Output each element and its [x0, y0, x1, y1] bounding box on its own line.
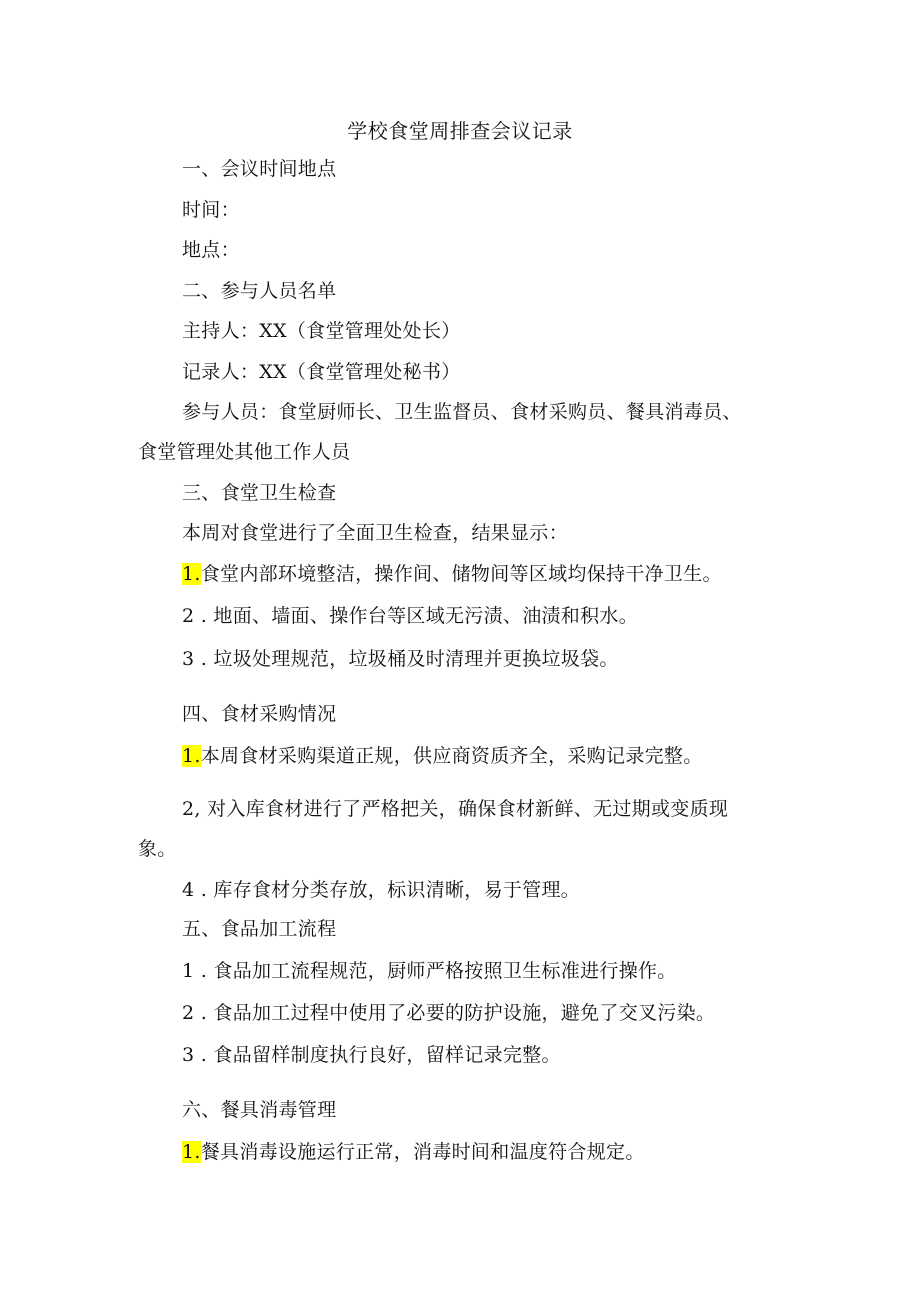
hygiene-item-1	[182, 562, 722, 586]
host-line: 主持人：XX（食堂管理处处长）	[182, 320, 461, 342]
hygiene-item-1-text: 食堂内部环境整洁，操作间、储物间等区域均保持干净卫生。	[200, 563, 722, 585]
tableware-item-1-text: 餐具消毒设施运行正常，消毒时间和温度符合规定。	[200, 1141, 645, 1163]
highlighted-list-marker: 1.	[182, 745, 201, 767]
purchasing-item-2: 2, 对入库食材进行了严格把关，确保食材新鲜、无过期或变质现	[182, 798, 729, 820]
section-heading-purchasing: 四、食材采购情况	[182, 703, 337, 725]
section-heading-processing: 五、食品加工流程	[182, 918, 337, 940]
section-heading-meeting-time-place: 一、会议时间地点	[182, 158, 337, 180]
meeting-time-label: 时间：	[182, 199, 240, 221]
purchasing-item-2-continued: 象。	[138, 838, 177, 860]
purchasing-item-4: 4 . 库存食材分类存放，标识清晰，易于管理。	[182, 879, 581, 901]
section-heading-participants: 二、参与人员名单	[182, 280, 337, 302]
processing-item-1: 1 . 食品加工流程规范，厨师严格按照卫生标准进行操作。	[182, 960, 677, 982]
tableware-item-1	[182, 1140, 645, 1164]
hygiene-intro: 本周对食堂进行了全面卫生检查，结果显示：	[182, 522, 569, 544]
purchasing-item-1-text: 本周食材采购渠道正规，供应商资质齐全，采购记录完整。	[200, 745, 703, 767]
processing-item-2: 2 . 食品加工过程中使用了必要的防护设施，避免了交叉污染。	[182, 1002, 716, 1024]
recorder-line: 记录人：XX（食堂管理处秘书）	[182, 361, 461, 383]
section-heading-tableware: 六、餐具消毒管理	[182, 1099, 337, 1121]
section-heading-hygiene: 三、食堂卫生检查	[182, 482, 337, 504]
participants-line-continued: 食堂管理处其他工作人员	[138, 441, 351, 463]
hygiene-item-2: 2 . 地面、墙面、操作台等区域无污渍、油渍和积水。	[182, 605, 639, 627]
hygiene-item-3: 3 . 垃圾处理规范，垃圾桶及时清理并更换垃圾袋。	[182, 648, 619, 670]
highlighted-list-marker: 1.	[182, 563, 201, 585]
processing-item-3: 3 . 食品留样制度执行良好，留样记录完整。	[182, 1044, 561, 1066]
document-title: 学校食堂周排查会议记录	[347, 119, 573, 143]
highlighted-list-marker: 1.	[182, 1141, 201, 1163]
meeting-place-label: 地点：	[182, 239, 240, 261]
participants-line: 参与人员：食堂厨师长、卫生监督员、食材采购员、餐具消毒员、	[182, 401, 742, 423]
purchasing-item-1	[182, 744, 703, 768]
